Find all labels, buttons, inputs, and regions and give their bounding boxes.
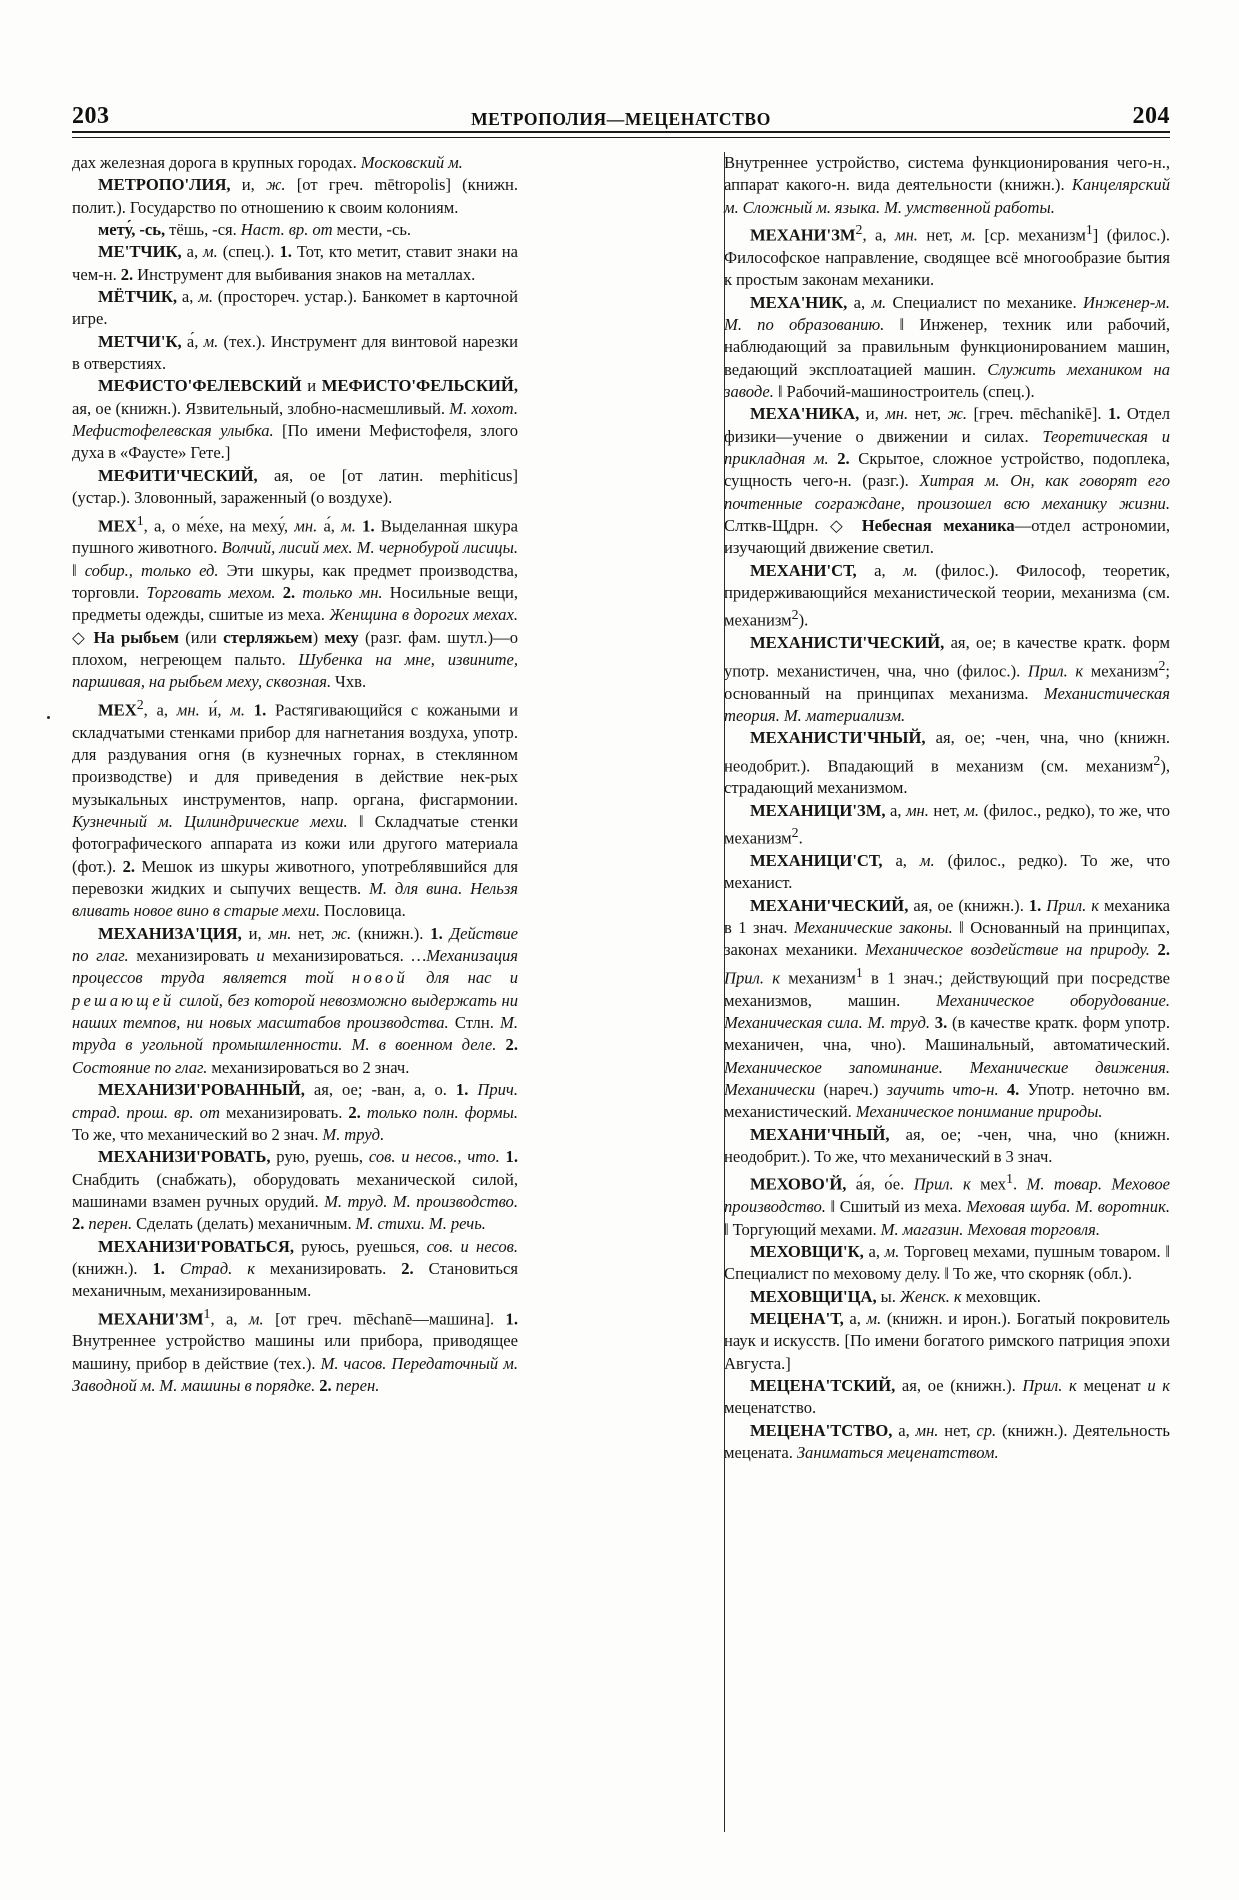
- header-rule-thin: [72, 137, 1170, 138]
- dictionary-entry: $МЕХАНИ'ЗМ^1$, а, м. [от греч. mēchanē—машина]. 1. Внутреннее устройство машины или прибора, приводящее машину, прибор в действие (тех.). М. часов. Передаточный м. Заводной м. М. машины в порядке. 2. перен.: [72, 1305, 518, 1396]
- dictionary-entry: МЕХАНИЗА'ЦИЯ, и, мн. нет, ж. (книжн.). 1. Действие по глаг. механизировать и механизироваться. …Механизация процессов труда является той новой для нас и решающей силой, без которой невозможно выдержать ни наших темпов, ни новых масштабов производства. Стлн. М. труда в угольной промышленности. М. в военном деле. 2. Состояние по глаг. механизироваться во 2 знач.: [72, 923, 519, 1077]
- dictionary-entry: МЕХА'НИК, а, м. Специалист по механике. Инженер-м. М. по образованию. ‖ Инженер, техник или рабочий, наблюдающий за правильным функционированием машин, ведающий эксплоатацией машин. Служить механиком на заводе. ‖ Рабочий-машиностроитель (спец.).: [724, 292, 1171, 401]
- dictionary-entry: МЕХАНИЦИ'ЗМ, а, мн. нет, м. (филос., редко), то же, что механизм$^2$.: [724, 800, 1170, 848]
- dictionary-entry: МЕЦЕНА'Т, а, м. (книжн. и ирон.). Богатый покровитель наук и искусств. [По имени богатого римского патриция эпохи Августа.]: [724, 1308, 1170, 1373]
- column-right: [724, 152, 1170, 1832]
- dictionary-entry: МЕХ$^1$, а, о ме́хе, на меху́, мн. а́, м. 1. Выделанная шкура пушного животного. Волчий, лисий мех. М. чернобурой лисицы. ‖ собир., только ед. Эти шкуры, как предмет производства, торговли. Торговать мехом. 2. только мн. Носильные вещи, предметы одежды, сшитые из меха. Женщина в дорогих мехах. ◇ На рыбьем (или стерляжьем) меху (разг. фам. шутл.)—о плохом, негреющем пальто. Шубенка на мне, извините, паршивая, на рыбьем меху, сквозная. Чхв.: [72, 512, 519, 692]
- dictionary-entry: МЕХАНИСТИ'ЧНЫЙ, ая, ое; -чен, чна, чно (книжн. неодобрит.). Впадающий в механизм (см. механизм$^2$), страдающий механизмом.: [724, 728, 1170, 798]
- dictionary-entry: МЕФИТИ'ЧЕСКИЙ, ая, ое [от латин. mephiticus] (устар.). Зловонный, зараженный (о воздухе).: [72, 465, 518, 508]
- dictionary-entry: МЕТЧИ'К, а́, м. (тех.). Инструмент для винтовой нарезки в отверстиях.: [72, 331, 518, 374]
- dictionary-entry: МЕТРОПО'ЛИЯ, и, ж. [от греч. mētropolis] (книжн. полит.). Государство по отношению к своим колониям.: [72, 175, 518, 217]
- dictionary-entry: МЕХОВЩИ'К, а, м. Торговец мехами, пушным товаром. ‖ Специалист по меховому делу. ‖ То же, что скорняк (обл.).: [724, 1241, 1170, 1284]
- dictionary-entry: МЕЦЕНА'ТСКИЙ, ая, ое (книжн.). Прил. к меценат и к меценатство.: [724, 1375, 1171, 1418]
- header-rule-thick: [72, 131, 1170, 133]
- page-number-left: 203: [72, 103, 110, 129]
- dictionary-entry: МЕХАНИ'ЧЕСКИЙ, ая, ое (книжн.). 1. Прил. к механика в 1 знач. Механические законы. ‖ Основанный на принципах, законах механики. Механическое воздействие на природу. 2. Прил. к механизм$^1$ в 1 знач.; действующий при посредстве механизмов, машин. Механическое оборудование. Механическая сила. М. труд. 3. (в качестве кратк. форм употр. механичен, чна, чно). Машинальный, автоматический. Механическое запоминание. Механические движения. Механически (нареч.) заучить что-н. 4. Употр. неточно вм. механистический. Механическое понимание природы.: [724, 895, 1171, 1122]
- dictionary-entry: МЁТЧИК, а, м. (простореч. устар.). Банкомет в карточной игре.: [72, 287, 518, 329]
- dictionary-entry: МЕЦЕНА'ТСТВО, а, мн. нет, ср. (книжн.). Деятельность мецената. Заниматься меценатством.: [724, 1420, 1170, 1462]
- dictionary-entry: МЕ'ТЧИК, а, м. (спец.). 1. Тот, кто метит, ставит знаки на чем-н. 2. Инструмент для выбивания знаков на металлах.: [72, 242, 518, 284]
- dictionary-entry: МЕХАНИЗИ'РОВАННЫЙ, ая, ое; -ван, а, о. 1. Прич. страд. прош. вр. от механизировать. 2. только полн. формы. То же, что механический во 2 знач. М. труд.: [72, 1080, 518, 1144]
- dictionary-entry: мету́, -сь, тёшь, -ся. Наст. вр. от мести, -сь.: [98, 220, 412, 240]
- dictionary-entry: МЕХОВЩИ'ЦА, ы. Женск. к меховщик.: [750, 1286, 1041, 1306]
- dictionary-entry: МЕХАНИЦИ'СТ, а, м. (филос., редко). То же, что механист.: [724, 850, 1170, 893]
- column-left: [72, 152, 518, 1832]
- running-title: МЕТРОПОЛИЯ—МЕЦЕНАТСТВО: [471, 108, 771, 129]
- column-divider-rule: [724, 152, 725, 1832]
- entry-continuation: Внутреннее устройство, система функционирования чего-н., аппарат какого-н. вида деятельности (книжн.). Канцелярский м. Сложный м. языка. М. умственной работы.: [724, 153, 1170, 217]
- dictionary-entry: МЕФИСТО'ФЕЛЕВСКИЙ и МЕФИСТО'ФЕЛЬСКИЙ, ая, ое (книжн.). Язвительный, злобно-насмешливый. М. хохот. Мефистофелевская улыбка. [По имени Мефистофеля, злого духа в «Фаусте» Гете.]: [72, 376, 518, 463]
- dictionary-entry: МЕХАНИ'ЧНЫЙ, ая, ое; -чен, чна, чно (книжн. неодобрит.). То же, что механический в 3 знач.: [724, 1124, 1170, 1166]
- dictionary-entry: МЕХАНИ'СТ, а, м. (филос.). Философ, теоретик, придерживающийся механистической теории, механизма (см. механизм$^2$).: [724, 560, 1170, 630]
- dictionary-entry: МЕХАНИСТИ'ЧЕСКИЙ, ая, ое; в качестве кратк. форм употр. механистичен, чна, чно (филос.). Прил. к механизм$^2$; основанный на принципах механизма. Механистическая теория. М. материализм.: [724, 633, 1170, 725]
- running-head: [72, 92, 1170, 128]
- dictionary-entry: МЕХОВО'Й, а́я, о́е. Прил. к мех$^1$. М. товар. Меховое производство. ‖ Сшитый из меха. Меховая шуба. М. воротник. ‖ Торгующий мехами. М. магазин. Меховая торговля.: [724, 1171, 1170, 1239]
- dictionary-entry: МЕХАНИЗИ'РОВАТЬ, рую, руешь, сов. и несов., что. 1. Снабдить (снабжать), оборудовать механической силой, машинами взамен ручных орудий. М. труд. М. производство. 2. перен. Сделать (делать) механичным. М. стихи. М. речь.: [72, 1147, 518, 1234]
- entry-continuation: дах железная дорога в крупных городах. Московский м.: [72, 153, 463, 172]
- scan-speck: [47, 716, 50, 719]
- dictionary-entry: МЕХ$^2$, а, мн. и́, м. 1. Растягивающийся с кожаными и складчатыми стенками прибор для нагнетания воздуха, употр. для раздувания огня (в кузнечных горнах, в стеклянном производстве) и для приведения в действие нек-рых музыкальных инструментов, напр. органа, фисгармонии. Кузнечный м. Цилиндрические мехи. ‖ Складчатые стенки фотографического аппарата из кожи или другого материала (фот.). 2. Мешок из шкуры животного, употреблявшийся для перевозки жидких и сыпучих веществ. М. для вина. Нельзя вливать новое вино в старые мехи. Пословица.: [72, 696, 519, 921]
- dictionary-entry: МЕХА'НИКА, и, мн. нет, ж. [греч. mēchanikē]. 1. Отдел физики—учение о движении и силах. Теоретическая и прикладная м. 2. Скрытое, сложное устройство, подоплека, сущность чего-н. (разг.). Хитрая м. Он, как говорят его почтенные сограждане, произошел всю механику жизни. Слткв-Щдрн. ◇ Небесная механика—отдел астрономии, изучающий движение светил.: [724, 404, 1170, 558]
- dictionary-entry: $МЕХАНИ'ЗМ^2$, а, мн. нет, м. [ср. механизм$^1$] (филос.). Философское направление, сводящее всё многообразие бытия к простым законам механики.: [724, 222, 1171, 290]
- dictionary-entry: МЕХАНИЗИ'РОВАТЬСЯ, руюсь, руешься, сов. и несов. (книжн.). 1. Страд. к механизировать. 2. Становиться механичным, механизированным.: [72, 1236, 518, 1301]
- text-columns: [72, 152, 1170, 1832]
- page-number-right: 204: [1132, 103, 1170, 129]
